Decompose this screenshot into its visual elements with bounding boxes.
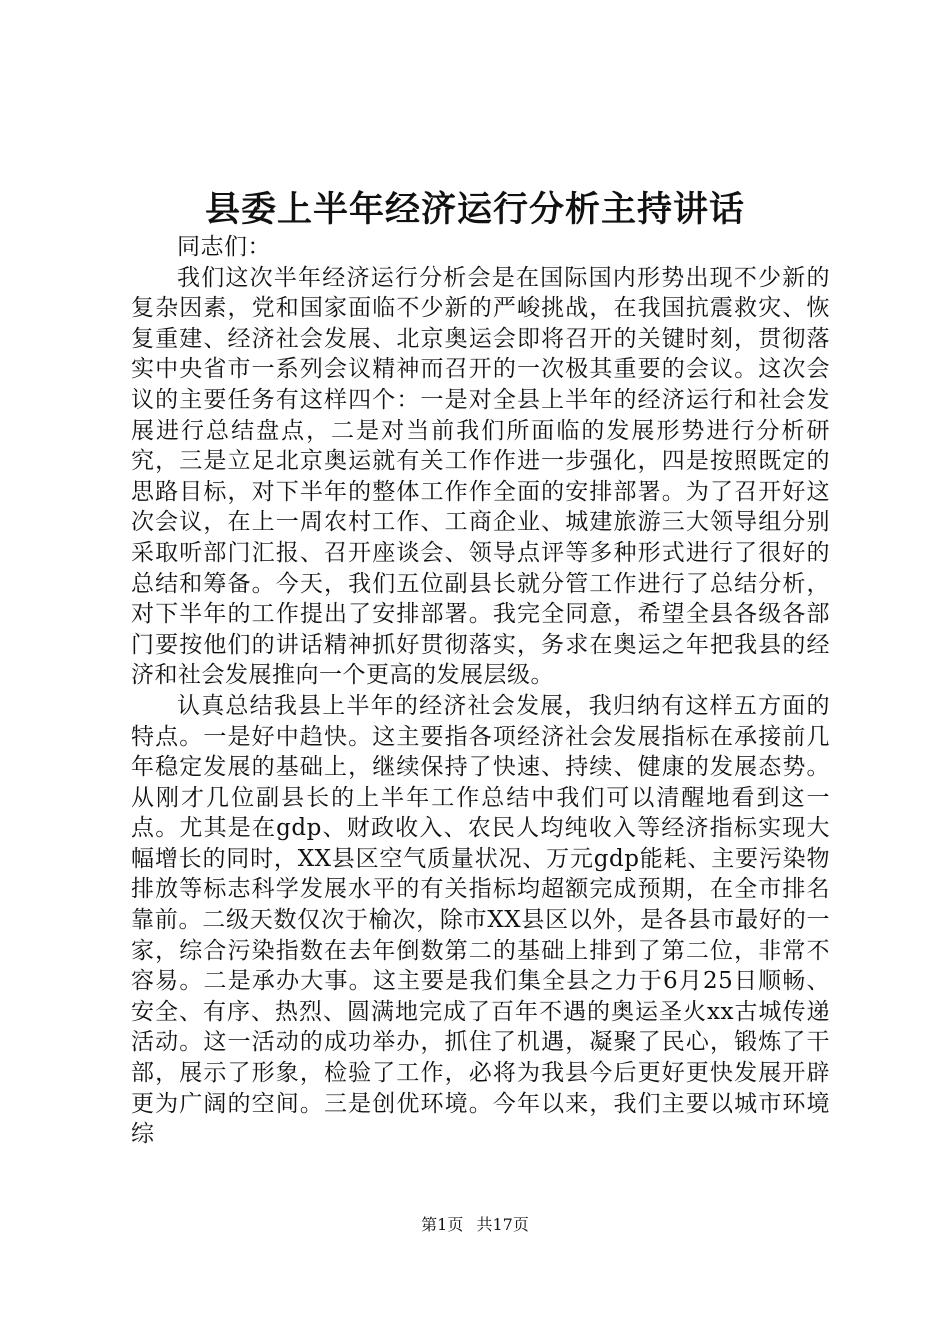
greeting-paragraph: 同志们： [177, 234, 271, 260]
page-total: 共17页 [476, 1215, 529, 1234]
document-title: 县委上半年经济运行分析主持讲话 [204, 189, 745, 230]
document-body [131, 232, 830, 1150]
body-paragraph: 我们这次半年经济运行分析会是在国际国内形势出现不少新的复杂因素，党和国家面临不少新的严峻挑战，在我国抗震救灾、恢复重建、经济社会发展、北京奥运会即将召开的关键时刻，贯彻落实中央省市一系列会议精神而召开的一次极其重要的会议。这次会议的主要任务有这样四个：一是对全县上半年的经济运行和社会发展进行总结盘点，二是对当前我们所面临的发展形势进行分析研究，三是立足北京奥运就有关工作作进一步强化，四是按照既定的思路目标，对下半年的整体工作作全面的安排部署。为了召开好这次会议，在上一周农村工作、工商企业、城建旅游三大领导组分别采取听部门汇报、召开座谈会、领导点评等多种形式进行了很好的总结和筹备。今天，我们五位副县长就分管工作进行了总结分析，对下半年的工作提出了安排部署。我完全同意，希望全县各级各部门要按他们的讲话精神抓好贯彻落实，务求在奥运之年把我县的经济和社会发展推向一个更高的发展层级。 [131, 264, 830, 689]
page-number: 第1页 [421, 1215, 464, 1234]
page-footer [0, 1214, 950, 1236]
body-paragraph: 认真总结我县上半年的经济社会发展，我归纳有这样五方面的特点。一是好中趋快。这主要指各项经济社会发展指标在承接前几年稳定发展的基础上，继续保持了快速、持续、健康的发展态势。从刚才几位副县长的上半年工作总结中我们可以清醒地看到这一点。尤其是在gdp、财政收入、农民人均纯收入等经济指标实现大幅增长的同时，XX县区空气质量状况、万元gdp能耗、主要污染物排放等标志科学发展水平的有关指标均超额完成预期，在全市排名靠前。二级天数仅次于榆次，除市XX县区以外，是各县市最好的一家，综合污染指数在去年倒数第二的基础上排到了第二位，非常不容易。二是承办大事。这主要是我们集全县之力于6月25日顺畅、安全、有序、热烈、圆满地完成了百年不遇的奥运圣火xx古城传递活动。这一活动的成功举办，抓住了机遇，凝聚了民心，锻炼了干部，展示了形象，检验了工作，必将为我县今后更好更快发展开辟更为广阔的空间。三是创优环境。今年以来，我们主要以城市环境综 [131, 692, 830, 1148]
